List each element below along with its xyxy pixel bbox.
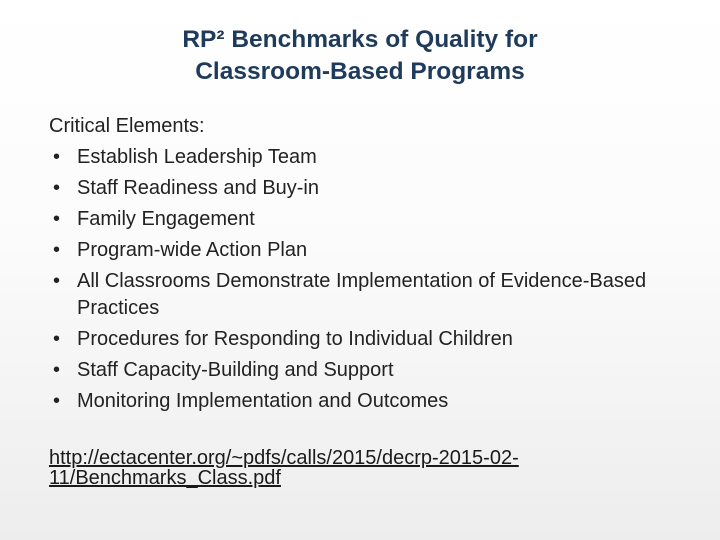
list-item [49,235,669,266]
list-item-text: Monitoring Implementation and Outcomes [77,390,449,412]
bullet-icon: • [53,239,61,261]
bullet-icon: • [53,270,61,292]
bullet-icon: • [53,146,61,168]
list-item [49,266,669,324]
list-item-text: Program-wide Action Plan [77,239,308,261]
list-item-text: Procedures for Responding to Individual Children [77,328,513,350]
benchmarks-pdf-link[interactable] [49,448,609,488]
list-item-text: Staff Readiness and Buy-in [77,177,320,199]
list-item-text: Family Engagement [77,208,255,230]
content-body [49,111,669,417]
link-line-2: 11/Benchmarks_Class.pdf [49,467,281,489]
list-item [49,204,669,235]
critical-elements-list [49,142,669,417]
title-line-2: Classroom-Based Programs [195,58,525,85]
slide-title [60,24,660,88]
bullet-icon: • [53,328,61,350]
link-line-1: http://ectacenter.org/~pdfs/calls/2015/decrp-2015-02- [49,447,519,469]
list-item [49,324,669,355]
list-item [49,386,669,417]
list-item [49,142,669,173]
list-item-text: All Classrooms Demonstrate Implementation of Evidence-Based Practices [77,270,647,319]
list-item [49,355,669,386]
bullet-icon: • [53,208,61,230]
list-item-text: Establish Leadership Team [77,146,317,168]
bullet-icon: • [53,177,61,199]
list-item [49,173,669,204]
critical-elements-heading: Critical Elements: [49,115,205,137]
list-item-text: Staff Capacity-Building and Support [77,359,394,381]
bullet-icon: • [53,359,61,381]
bullet-icon: • [53,390,61,412]
title-line-1: RP² Benchmarks of Quality for [182,26,538,53]
